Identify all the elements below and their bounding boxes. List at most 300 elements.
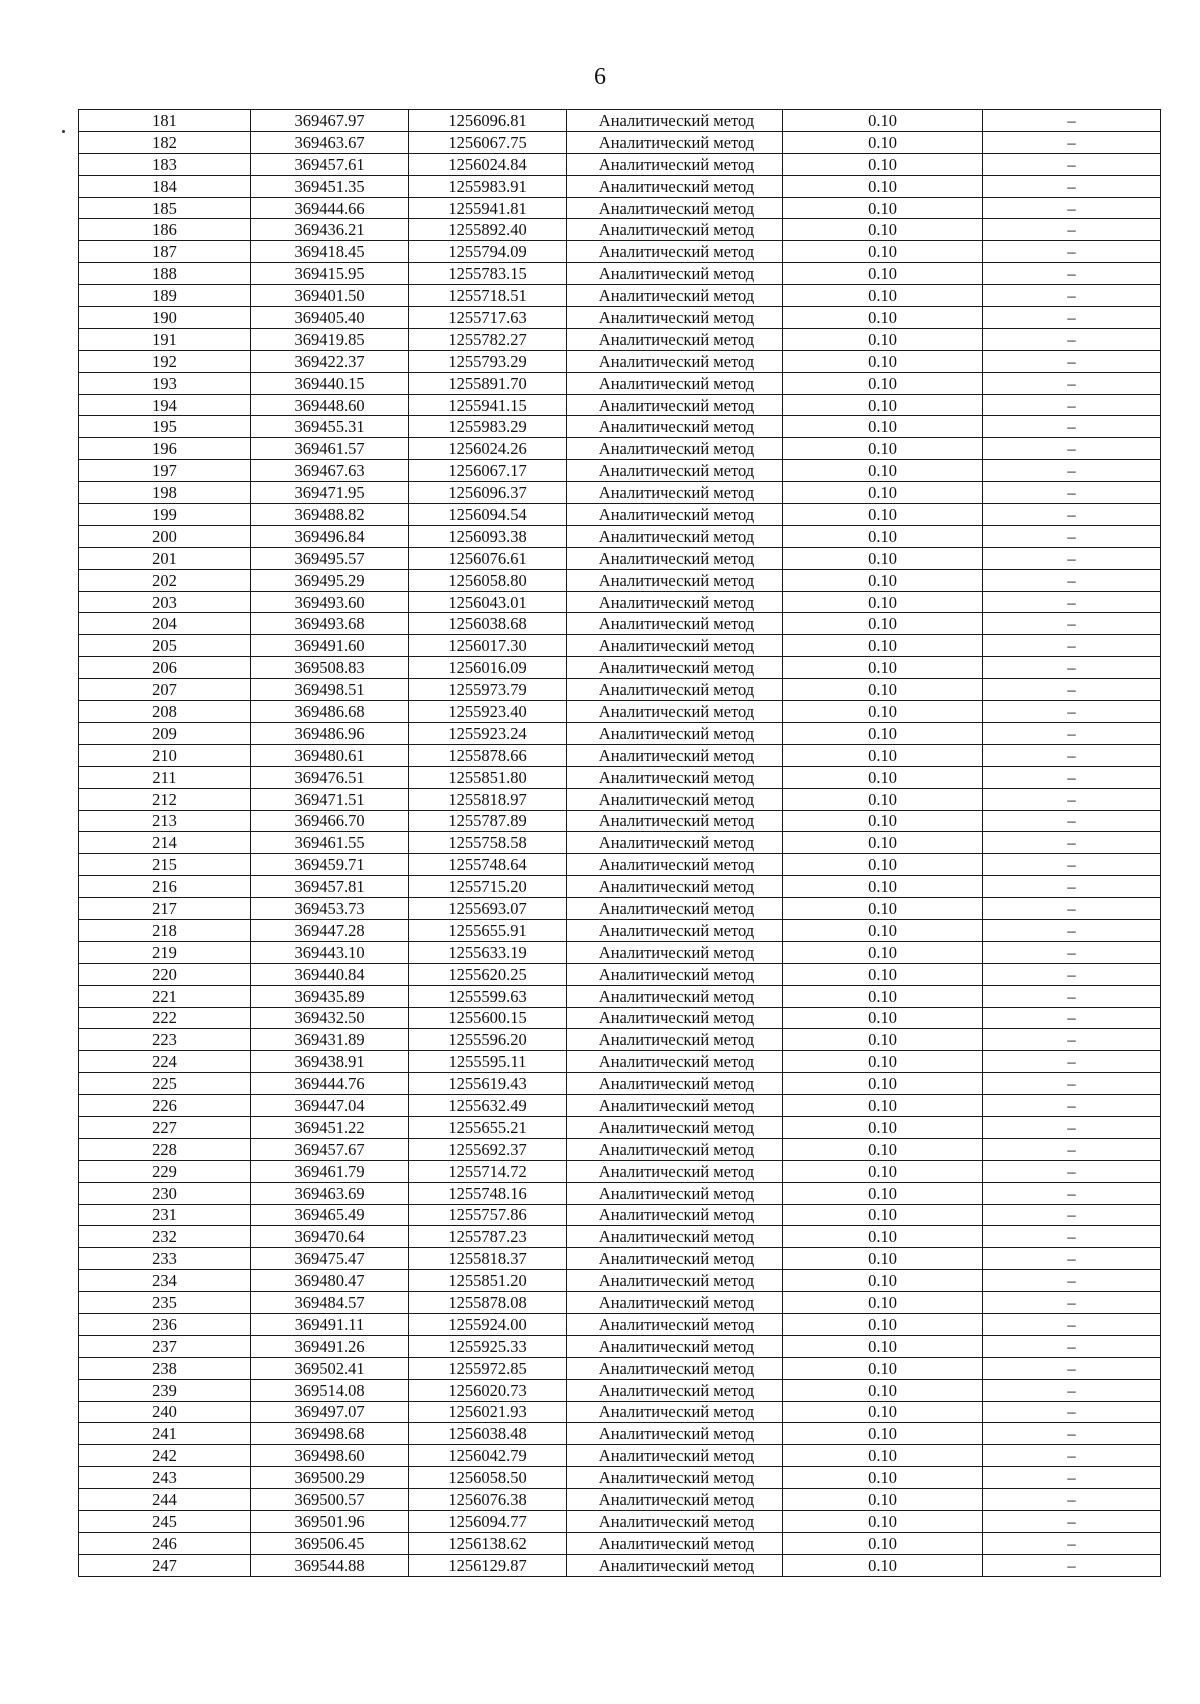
table-row <box>79 766 1161 788</box>
x-coordinate-cell: 369432.50 <box>251 1007 409 1029</box>
table-row <box>79 722 1161 744</box>
point-number-cell: 198 <box>79 482 251 504</box>
table-row <box>79 832 1161 854</box>
accuracy-cell: 0.10 <box>783 1335 983 1357</box>
accuracy-cell: 0.10 <box>783 919 983 941</box>
method-cell: Аналитический метод <box>567 1445 783 1467</box>
x-coordinate-cell: 369480.47 <box>251 1270 409 1292</box>
table-row <box>79 810 1161 832</box>
method-cell: Аналитический метод <box>567 1270 783 1292</box>
method-cell: Аналитический метод <box>567 1292 783 1314</box>
x-coordinate-cell: 369436.21 <box>251 219 409 241</box>
method-cell: Аналитический метод <box>567 1138 783 1160</box>
description-cell: – <box>983 1007 1161 1029</box>
point-number-cell: 219 <box>79 941 251 963</box>
description-cell: – <box>983 1401 1161 1423</box>
table-row <box>79 1511 1161 1533</box>
description-cell: – <box>983 1532 1161 1554</box>
method-cell: Аналитический метод <box>567 1401 783 1423</box>
method-cell: Аналитический метод <box>567 722 783 744</box>
x-coordinate-cell: 369461.57 <box>251 438 409 460</box>
x-coordinate-cell: 369415.95 <box>251 263 409 285</box>
method-cell: Аналитический метод <box>567 460 783 482</box>
table-row <box>79 504 1161 526</box>
point-number-cell: 213 <box>79 810 251 832</box>
method-cell: Аналитический метод <box>567 657 783 679</box>
accuracy-cell: 0.10 <box>783 1554 983 1576</box>
point-number-cell: 234 <box>79 1270 251 1292</box>
point-number-cell: 238 <box>79 1357 251 1379</box>
point-number-cell: 209 <box>79 722 251 744</box>
accuracy-cell: 0.10 <box>783 744 983 766</box>
point-number-cell: 225 <box>79 1073 251 1095</box>
accuracy-cell: 0.10 <box>783 854 983 876</box>
table-row <box>79 1116 1161 1138</box>
method-cell: Аналитический метод <box>567 1073 783 1095</box>
description-cell: – <box>983 1051 1161 1073</box>
method-cell: Аналитический метод <box>567 1511 783 1533</box>
accuracy-cell: 0.10 <box>783 131 983 153</box>
x-coordinate-cell: 369493.60 <box>251 591 409 613</box>
point-number-cell: 217 <box>79 898 251 920</box>
point-number-cell: 197 <box>79 460 251 482</box>
method-cell: Аналитический метод <box>567 153 783 175</box>
table-row <box>79 1335 1161 1357</box>
table-row <box>79 1292 1161 1314</box>
accuracy-cell: 0.10 <box>783 722 983 744</box>
description-cell: – <box>983 482 1161 504</box>
table-row <box>79 263 1161 285</box>
table-row <box>79 438 1161 460</box>
description-cell: – <box>983 854 1161 876</box>
accuracy-cell: 0.10 <box>783 1226 983 1248</box>
point-number-cell: 221 <box>79 985 251 1007</box>
point-number-cell: 245 <box>79 1511 251 1533</box>
accuracy-cell: 0.10 <box>783 307 983 329</box>
y-coordinate-cell: 1256058.50 <box>409 1467 567 1489</box>
x-coordinate-cell: 369440.15 <box>251 372 409 394</box>
y-coordinate-cell: 1255619.43 <box>409 1073 567 1095</box>
method-cell: Аналитический метод <box>567 394 783 416</box>
y-coordinate-cell: 1255717.63 <box>409 307 567 329</box>
coordinates-table <box>78 109 1161 1577</box>
x-coordinate-cell: 369440.84 <box>251 963 409 985</box>
point-number-cell: 230 <box>79 1182 251 1204</box>
point-number-cell: 216 <box>79 876 251 898</box>
table-row <box>79 854 1161 876</box>
y-coordinate-cell: 1255818.97 <box>409 788 567 810</box>
table-row <box>79 1357 1161 1379</box>
x-coordinate-cell: 369502.41 <box>251 1357 409 1379</box>
method-cell: Аналитический метод <box>567 1313 783 1335</box>
accuracy-cell: 0.10 <box>783 263 983 285</box>
method-cell: Аналитический метод <box>567 613 783 635</box>
accuracy-cell: 0.10 <box>783 898 983 920</box>
accuracy-cell: 0.10 <box>783 1051 983 1073</box>
y-coordinate-cell: 1255851.20 <box>409 1270 567 1292</box>
method-cell: Аналитический метод <box>567 1095 783 1117</box>
method-cell: Аналитический метод <box>567 1051 783 1073</box>
point-number-cell: 181 <box>79 110 251 132</box>
x-coordinate-cell: 369514.08 <box>251 1379 409 1401</box>
point-number-cell: 211 <box>79 766 251 788</box>
y-coordinate-cell: 1256094.77 <box>409 1511 567 1533</box>
point-number-cell: 236 <box>79 1313 251 1335</box>
table-row <box>79 657 1161 679</box>
table-row <box>79 110 1161 132</box>
table-row <box>79 460 1161 482</box>
y-coordinate-cell: 1255620.25 <box>409 963 567 985</box>
y-coordinate-cell: 1255972.85 <box>409 1357 567 1379</box>
x-coordinate-cell: 369506.45 <box>251 1532 409 1554</box>
x-coordinate-cell: 369544.88 <box>251 1554 409 1576</box>
method-cell: Аналитический метод <box>567 635 783 657</box>
point-number-cell: 231 <box>79 1204 251 1226</box>
x-coordinate-cell: 369443.10 <box>251 941 409 963</box>
description-cell: – <box>983 1554 1161 1576</box>
y-coordinate-cell: 1256076.61 <box>409 547 567 569</box>
point-number-cell: 201 <box>79 547 251 569</box>
point-number-cell: 192 <box>79 350 251 372</box>
table-row <box>79 1226 1161 1248</box>
x-coordinate-cell: 369451.22 <box>251 1116 409 1138</box>
x-coordinate-cell: 369491.11 <box>251 1313 409 1335</box>
y-coordinate-cell: 1256067.75 <box>409 131 567 153</box>
method-cell: Аналитический метод <box>567 1204 783 1226</box>
x-coordinate-cell: 369457.81 <box>251 876 409 898</box>
x-coordinate-cell: 369444.76 <box>251 1073 409 1095</box>
method-cell: Аналитический метод <box>567 876 783 898</box>
accuracy-cell: 0.10 <box>783 1095 983 1117</box>
method-cell: Аналитический метод <box>567 285 783 307</box>
y-coordinate-cell: 1255782.27 <box>409 328 567 350</box>
table-row <box>79 1182 1161 1204</box>
point-number-cell: 206 <box>79 657 251 679</box>
description-cell: – <box>983 1511 1161 1533</box>
method-cell: Аналитический метод <box>567 963 783 985</box>
point-number-cell: 246 <box>79 1532 251 1554</box>
table-row <box>79 547 1161 569</box>
description-cell: – <box>983 766 1161 788</box>
table-row <box>79 744 1161 766</box>
table-row <box>79 307 1161 329</box>
x-coordinate-cell: 369498.60 <box>251 1445 409 1467</box>
accuracy-cell: 0.10 <box>783 1489 983 1511</box>
method-cell: Аналитический метод <box>567 919 783 941</box>
accuracy-cell: 0.10 <box>783 328 983 350</box>
description-cell: – <box>983 153 1161 175</box>
y-coordinate-cell: 1255923.40 <box>409 701 567 723</box>
table-row <box>79 372 1161 394</box>
x-coordinate-cell: 369508.83 <box>251 657 409 679</box>
description-cell: – <box>983 898 1161 920</box>
coordinates-table-body <box>79 110 1161 1577</box>
method-cell: Аналитический метод <box>567 941 783 963</box>
description-cell: – <box>983 110 1161 132</box>
y-coordinate-cell: 1255973.79 <box>409 679 567 701</box>
accuracy-cell: 0.10 <box>783 941 983 963</box>
x-coordinate-cell: 369455.31 <box>251 416 409 438</box>
method-cell: Аналитический метод <box>567 219 783 241</box>
accuracy-cell: 0.10 <box>783 1204 983 1226</box>
description-cell: – <box>983 569 1161 591</box>
y-coordinate-cell: 1256067.17 <box>409 460 567 482</box>
x-coordinate-cell: 369447.04 <box>251 1095 409 1117</box>
point-number-cell: 227 <box>79 1116 251 1138</box>
description-cell: – <box>983 876 1161 898</box>
method-cell: Аналитический метод <box>567 832 783 854</box>
x-coordinate-cell: 369467.97 <box>251 110 409 132</box>
point-number-cell: 242 <box>79 1445 251 1467</box>
x-coordinate-cell: 369495.29 <box>251 569 409 591</box>
accuracy-cell: 0.10 <box>783 1182 983 1204</box>
accuracy-cell: 0.10 <box>783 1270 983 1292</box>
point-number-cell: 187 <box>79 241 251 263</box>
table-row <box>79 1095 1161 1117</box>
description-cell: – <box>983 1313 1161 1335</box>
description-cell: – <box>983 810 1161 832</box>
y-coordinate-cell: 1255693.07 <box>409 898 567 920</box>
y-coordinate-cell: 1255599.63 <box>409 985 567 1007</box>
description-cell: – <box>983 1226 1161 1248</box>
method-cell: Аналитический метод <box>567 307 783 329</box>
x-coordinate-cell: 369463.69 <box>251 1182 409 1204</box>
y-coordinate-cell: 1256042.79 <box>409 1445 567 1467</box>
y-coordinate-cell: 1256096.81 <box>409 110 567 132</box>
method-cell: Аналитический метод <box>567 1489 783 1511</box>
x-coordinate-cell: 369498.51 <box>251 679 409 701</box>
table-row <box>79 985 1161 1007</box>
table-row <box>79 285 1161 307</box>
point-number-cell: 222 <box>79 1007 251 1029</box>
method-cell: Аналитический метод <box>567 175 783 197</box>
table-row <box>79 394 1161 416</box>
description-cell: – <box>983 197 1161 219</box>
table-row <box>79 941 1161 963</box>
y-coordinate-cell: 1256043.01 <box>409 591 567 613</box>
table-row <box>79 525 1161 547</box>
description-cell: – <box>983 1292 1161 1314</box>
point-number-cell: 194 <box>79 394 251 416</box>
description-cell: – <box>983 788 1161 810</box>
accuracy-cell: 0.10 <box>783 1379 983 1401</box>
method-cell: Аналитический метод <box>567 591 783 613</box>
accuracy-cell: 0.10 <box>783 175 983 197</box>
y-coordinate-cell: 1255748.64 <box>409 854 567 876</box>
point-number-cell: 210 <box>79 744 251 766</box>
point-number-cell: 214 <box>79 832 251 854</box>
table-row <box>79 1029 1161 1051</box>
description-cell: – <box>983 1029 1161 1051</box>
table-row <box>79 635 1161 657</box>
accuracy-cell: 0.10 <box>783 876 983 898</box>
x-coordinate-cell: 369471.95 <box>251 482 409 504</box>
point-number-cell: 205 <box>79 635 251 657</box>
table-row <box>79 1554 1161 1576</box>
point-number-cell: 229 <box>79 1160 251 1182</box>
method-cell: Аналитический метод <box>567 350 783 372</box>
point-number-cell: 241 <box>79 1423 251 1445</box>
x-coordinate-cell: 369459.71 <box>251 854 409 876</box>
y-coordinate-cell: 1255941.81 <box>409 197 567 219</box>
point-number-cell: 203 <box>79 591 251 613</box>
y-coordinate-cell: 1255748.16 <box>409 1182 567 1204</box>
x-coordinate-cell: 369438.91 <box>251 1051 409 1073</box>
point-number-cell: 191 <box>79 328 251 350</box>
description-cell: – <box>983 701 1161 723</box>
x-coordinate-cell: 369491.26 <box>251 1335 409 1357</box>
method-cell: Аналитический метод <box>567 482 783 504</box>
point-number-cell: 185 <box>79 197 251 219</box>
point-number-cell: 218 <box>79 919 251 941</box>
point-number-cell: 215 <box>79 854 251 876</box>
description-cell: – <box>983 241 1161 263</box>
method-cell: Аналитический метод <box>567 701 783 723</box>
x-coordinate-cell: 369493.68 <box>251 613 409 635</box>
page-number: 6 <box>594 64 606 90</box>
y-coordinate-cell: 1255633.19 <box>409 941 567 963</box>
y-coordinate-cell: 1255655.91 <box>409 919 567 941</box>
table-row <box>79 350 1161 372</box>
y-coordinate-cell: 1256093.38 <box>409 525 567 547</box>
accuracy-cell: 0.10 <box>783 547 983 569</box>
y-coordinate-cell: 1256024.84 <box>409 153 567 175</box>
y-coordinate-cell: 1255596.20 <box>409 1029 567 1051</box>
description-cell: – <box>983 1095 1161 1117</box>
accuracy-cell: 0.10 <box>783 1160 983 1182</box>
description-cell: – <box>983 131 1161 153</box>
description-cell: – <box>983 460 1161 482</box>
y-coordinate-cell: 1255783.15 <box>409 263 567 285</box>
method-cell: Аналитический метод <box>567 1357 783 1379</box>
description-cell: – <box>983 919 1161 941</box>
x-coordinate-cell: 369471.51 <box>251 788 409 810</box>
y-coordinate-cell: 1255787.23 <box>409 1226 567 1248</box>
accuracy-cell: 0.10 <box>783 285 983 307</box>
accuracy-cell: 0.10 <box>783 591 983 613</box>
table-row <box>79 876 1161 898</box>
point-number-cell: 243 <box>79 1467 251 1489</box>
description-cell: – <box>983 963 1161 985</box>
x-coordinate-cell: 369467.63 <box>251 460 409 482</box>
point-number-cell: 226 <box>79 1095 251 1117</box>
description-cell: – <box>983 1357 1161 1379</box>
method-cell: Аналитический метод <box>567 1554 783 1576</box>
x-coordinate-cell: 369453.73 <box>251 898 409 920</box>
y-coordinate-cell: 1256138.62 <box>409 1532 567 1554</box>
x-coordinate-cell: 369501.96 <box>251 1511 409 1533</box>
description-cell: – <box>983 1182 1161 1204</box>
accuracy-cell: 0.10 <box>783 1248 983 1270</box>
method-cell: Аналитический метод <box>567 110 783 132</box>
method-cell: Аналитический метод <box>567 1467 783 1489</box>
point-number-cell: 208 <box>79 701 251 723</box>
description-cell: – <box>983 547 1161 569</box>
y-coordinate-cell: 1256038.48 <box>409 1423 567 1445</box>
point-number-cell: 196 <box>79 438 251 460</box>
accuracy-cell: 0.10 <box>783 460 983 482</box>
table-row <box>79 1204 1161 1226</box>
x-coordinate-cell: 369486.68 <box>251 701 409 723</box>
description-cell: – <box>983 679 1161 701</box>
table-row <box>79 131 1161 153</box>
y-coordinate-cell: 1255718.51 <box>409 285 567 307</box>
description-cell: – <box>983 613 1161 635</box>
y-coordinate-cell: 1255793.29 <box>409 350 567 372</box>
x-coordinate-cell: 369484.57 <box>251 1292 409 1314</box>
y-coordinate-cell: 1255595.11 <box>409 1051 567 1073</box>
y-coordinate-cell: 1255600.15 <box>409 1007 567 1029</box>
table-row <box>79 1051 1161 1073</box>
method-cell: Аналитический метод <box>567 372 783 394</box>
accuracy-cell: 0.10 <box>783 1445 983 1467</box>
point-number-cell: 212 <box>79 788 251 810</box>
x-coordinate-cell: 369419.85 <box>251 328 409 350</box>
y-coordinate-cell: 1255851.80 <box>409 766 567 788</box>
method-cell: Аналитический метод <box>567 438 783 460</box>
point-number-cell: 244 <box>79 1489 251 1511</box>
method-cell: Аналитический метод <box>567 504 783 526</box>
description-cell: – <box>983 525 1161 547</box>
method-cell: Аналитический метод <box>567 1160 783 1182</box>
y-coordinate-cell: 1255818.37 <box>409 1248 567 1270</box>
y-coordinate-cell: 1255794.09 <box>409 241 567 263</box>
y-coordinate-cell: 1255757.86 <box>409 1204 567 1226</box>
x-coordinate-cell: 369475.47 <box>251 1248 409 1270</box>
method-cell: Аналитический метод <box>567 263 783 285</box>
method-cell: Аналитический метод <box>567 1116 783 1138</box>
description-cell: – <box>983 175 1161 197</box>
point-number-cell: 228 <box>79 1138 251 1160</box>
accuracy-cell: 0.10 <box>783 766 983 788</box>
table-row <box>79 1248 1161 1270</box>
x-coordinate-cell: 369435.89 <box>251 985 409 1007</box>
accuracy-cell: 0.10 <box>783 810 983 832</box>
accuracy-cell: 0.10 <box>783 1073 983 1095</box>
x-coordinate-cell: 369498.68 <box>251 1423 409 1445</box>
y-coordinate-cell: 1256016.09 <box>409 657 567 679</box>
y-coordinate-cell: 1255714.72 <box>409 1160 567 1182</box>
y-coordinate-cell: 1256017.30 <box>409 635 567 657</box>
table-row <box>79 1423 1161 1445</box>
y-coordinate-cell: 1256129.87 <box>409 1554 567 1576</box>
table-row <box>79 679 1161 701</box>
accuracy-cell: 0.10 <box>783 985 983 1007</box>
accuracy-cell: 0.10 <box>783 613 983 635</box>
accuracy-cell: 0.10 <box>783 1401 983 1423</box>
description-cell: – <box>983 1270 1161 1292</box>
method-cell: Аналитический метод <box>567 1248 783 1270</box>
description-cell: – <box>983 1248 1161 1270</box>
description-cell: – <box>983 1116 1161 1138</box>
description-cell: – <box>983 1335 1161 1357</box>
y-coordinate-cell: 1255878.66 <box>409 744 567 766</box>
point-number-cell: 207 <box>79 679 251 701</box>
table-row <box>79 613 1161 635</box>
point-number-cell: 199 <box>79 504 251 526</box>
point-number-cell: 202 <box>79 569 251 591</box>
description-cell: – <box>983 307 1161 329</box>
accuracy-cell: 0.10 <box>783 1467 983 1489</box>
x-coordinate-cell: 369451.35 <box>251 175 409 197</box>
point-number-cell: 239 <box>79 1379 251 1401</box>
x-coordinate-cell: 369465.49 <box>251 1204 409 1226</box>
accuracy-cell: 0.10 <box>783 153 983 175</box>
x-coordinate-cell: 369422.37 <box>251 350 409 372</box>
y-coordinate-cell: 1255923.24 <box>409 722 567 744</box>
method-cell: Аналитический метод <box>567 810 783 832</box>
y-coordinate-cell: 1255632.49 <box>409 1095 567 1117</box>
